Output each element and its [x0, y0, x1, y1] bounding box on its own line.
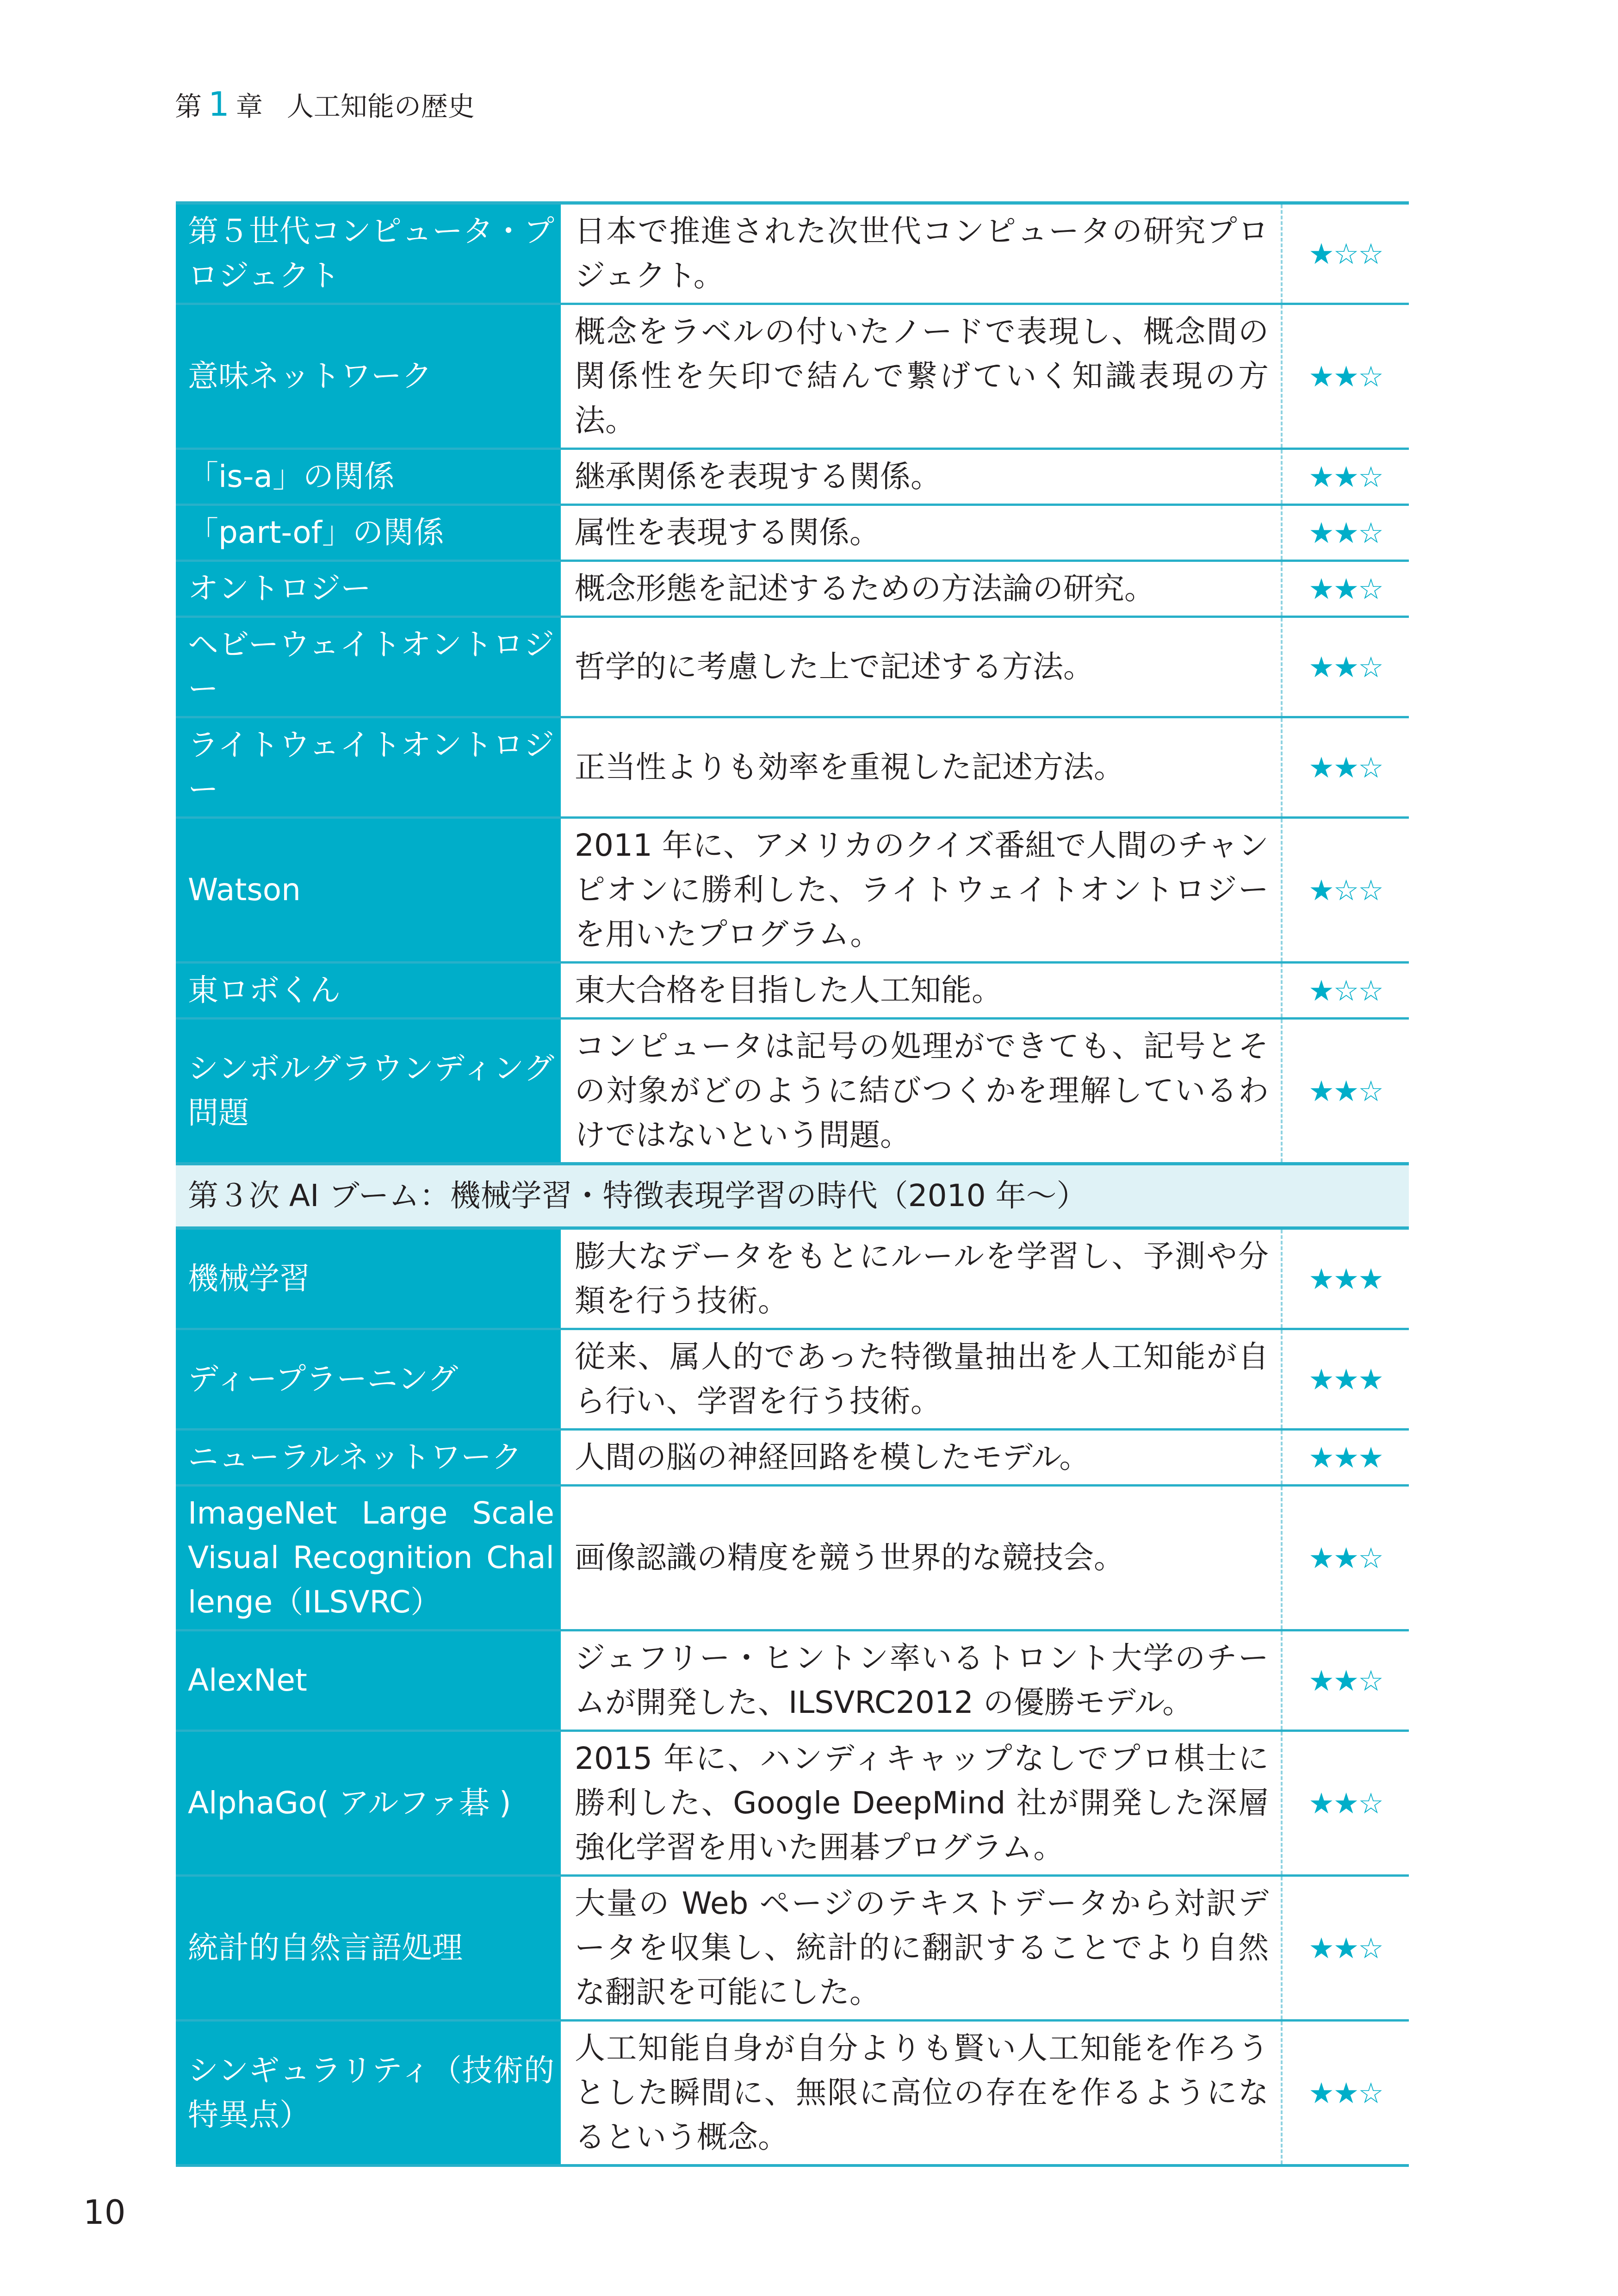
term-cell: ヘビーウェイトオントロジー	[176, 617, 561, 717]
term-cell: 意味ネットワーク	[176, 304, 561, 449]
description-cell: 属性を表現する関係。	[561, 505, 1282, 561]
chapter-title: 人工知能の歴史	[286, 91, 475, 122]
table-row	[176, 505, 1409, 561]
table-row	[176, 561, 1409, 617]
description-cell: 東大合格を目指した人工知能。	[561, 963, 1282, 1019]
description-cell: 2015 年に、ハンディキャップなしでプロ棋士に勝利した、Google DeepMind 社が開発した深層強化学習を用いた囲碁プログラム。	[561, 1731, 1282, 1876]
table-row	[176, 1486, 1409, 1630]
importance-stars: ★★☆	[1308, 1541, 1383, 1575]
description-cell: 大量の Web ページのテキストデータから対訳データを収集し、統計的に翻訳することでより自然な翻訳を可能にした。	[561, 1876, 1282, 2021]
glossary-table	[176, 201, 1409, 2167]
importance-stars: ★★★	[1308, 1440, 1383, 1475]
description-cell: ジェフリー・ヒントン率いるトロント大学のチームが開発した、ILSVRC2012 の優勝モデル。	[561, 1630, 1282, 1731]
importance-stars: ★☆☆	[1308, 973, 1383, 1008]
table-row	[176, 304, 1409, 449]
term-cell: ニューラルネットワーク	[176, 1430, 561, 1486]
importance-stars: ★☆☆	[1308, 873, 1383, 907]
importance-stars: ★☆☆	[1308, 236, 1383, 271]
table-row	[176, 617, 1409, 717]
importance-stars: ★★☆	[1308, 1931, 1383, 1965]
term-cell: 第５世代コンピュータ・プロジェクト	[176, 203, 561, 304]
description-cell: 日本で推進された次世代コンピュータの研究プロジェクト。	[561, 203, 1282, 304]
chapter-suffix: 章	[236, 91, 263, 122]
importance-stars: ★★☆	[1308, 460, 1383, 494]
description-cell: 哲学的に考慮した上で記述する方法。	[561, 617, 1282, 717]
description-cell: 従来、属人的であった特徴量抽出を人工知能が自ら行い、学習を行う技術。	[561, 1329, 1282, 1430]
section-heading: 第３次 AI ブーム：機械学習・特徴表現学習の時代（2010 年～）	[176, 1164, 1409, 1228]
importance-stars: ★★☆	[1308, 1786, 1383, 1820]
term-cell: シンボルグラウンディング問題	[176, 1019, 561, 1164]
description-cell: 人工知能自身が自分よりも賢い人工知能を作ろうとした瞬間に、無限に高位の存在を作るようになるという概念。	[561, 2021, 1282, 2166]
table-row	[176, 818, 1409, 963]
term-cell: オントロジー	[176, 561, 561, 617]
table-row	[176, 717, 1409, 818]
description-cell: 画像認識の精度を競う世界的な競技会。	[561, 1486, 1282, 1630]
term-cell: 統計的自然言語処理	[176, 1876, 561, 2021]
term-cell: 東ロボくん	[176, 963, 561, 1019]
glossary-body-part1	[176, 203, 1409, 1164]
importance-stars: ★★☆	[1308, 750, 1383, 784]
term-cell: 「is-a」の関係	[176, 449, 561, 505]
table-row	[176, 1731, 1409, 1876]
description-cell: 正当性よりも効率を重視した記述方法。	[561, 717, 1282, 818]
table-row	[176, 1630, 1409, 1731]
importance-stars: ★★☆	[1308, 359, 1383, 393]
importance-stars: ★★☆	[1308, 2076, 1383, 2110]
importance-stars: ★★☆	[1308, 1074, 1383, 1108]
table-row	[176, 963, 1409, 1019]
section-heading-group	[176, 1164, 1409, 1228]
importance-stars: ★★☆	[1308, 650, 1383, 684]
term-cell: AlexNet	[176, 1630, 561, 1731]
term-cell: Watson	[176, 818, 561, 963]
table-row	[176, 1019, 1409, 1164]
term-cell: 機械学習	[176, 1228, 561, 1329]
term-cell: 「part-of」の関係	[176, 505, 561, 561]
importance-stars: ★★★	[1308, 1262, 1383, 1296]
importance-stars: ★★★	[1308, 1362, 1383, 1396]
term-cell: シンギュラリティ（技術的特異点）	[176, 2021, 561, 2166]
description-cell: 人間の脳の神経回路を模したモデル。	[561, 1430, 1282, 1486]
chapter-prefix: 第	[175, 91, 202, 122]
description-cell: 概念形態を記述するための方法論の研究。	[561, 561, 1282, 617]
table-row	[176, 449, 1409, 505]
term-cell: ライトウェイトオントロジー	[176, 717, 561, 818]
glossary-body-part2	[176, 1228, 1409, 2166]
importance-stars: ★★☆	[1308, 516, 1383, 550]
chapter-number: 1	[208, 85, 229, 124]
term-cell: ディープラーニング	[176, 1329, 561, 1430]
table-row	[176, 1329, 1409, 1430]
description-cell: 概念をラベルの付いたノードで表現し、概念間の関係性を矢印で結んで繋げていく知識表現の方法。	[561, 304, 1282, 449]
table-row	[176, 1228, 1409, 1329]
table-row	[176, 203, 1409, 304]
description-cell: 継承関係を表現する関係。	[561, 449, 1282, 505]
running-header	[175, 83, 475, 127]
description-cell: 膨大なデータをもとにルールを学習し、予測や分類を行う技術。	[561, 1228, 1282, 1329]
page-number: 10	[83, 2193, 126, 2232]
description-cell: コンピュータは記号の処理ができても、記号とその対象がどのように結びつくかを理解しているわけではないという問題。	[561, 1019, 1282, 1164]
table-row	[176, 1430, 1409, 1486]
table-row	[176, 2021, 1409, 2166]
section-heading-row	[176, 1164, 1409, 1228]
term-cell: ImageNet Large Scale Visual Recognition Challenge（ILSVRC）	[176, 1486, 561, 1630]
term-cell: AlphaGo( アルファ碁 )	[176, 1731, 561, 1876]
importance-stars: ★★☆	[1308, 1663, 1383, 1698]
table-row	[176, 1876, 1409, 2021]
description-cell: 2011 年に、アメリカのクイズ番組で人間のチャンピオンに勝利した、ライトウェイトオントロジーを用いたプログラム。	[561, 818, 1282, 963]
importance-stars: ★★☆	[1308, 572, 1383, 606]
